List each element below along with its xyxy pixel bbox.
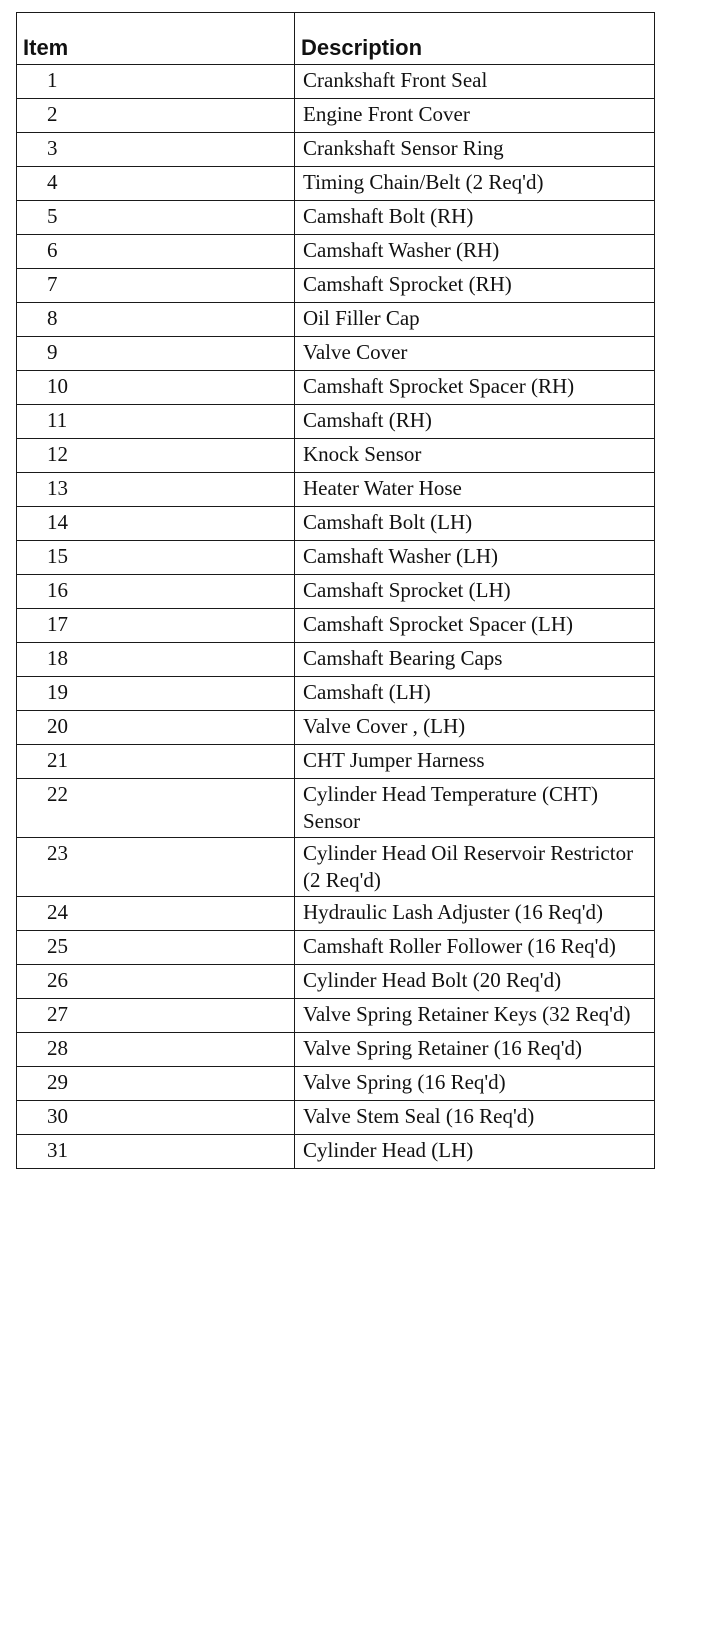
item-number: 30 [17,1101,295,1135]
item-description: Cylinder Head Oil Reservoir Restrictor (2 Req'd) [295,838,655,897]
item-description: Valve Spring Retainer (16 Req'd) [295,1033,655,1067]
table-row [17,167,655,201]
table-row [17,541,655,575]
table-row [17,473,655,507]
item-description: Valve Cover [295,337,655,371]
item-description: Cylinder Head (LH) [295,1135,655,1169]
table-row [17,1067,655,1101]
table-row [17,931,655,965]
item-number: 4 [17,167,295,201]
item-description: Camshaft Washer (RH) [295,235,655,269]
item-number: 16 [17,575,295,609]
table-row [17,1033,655,1067]
item-description: Timing Chain/Belt (2 Req'd) [295,167,655,201]
item-number: 7 [17,269,295,303]
table-row [17,99,655,133]
parts-table [16,12,655,1169]
table-row [17,405,655,439]
table-row [17,897,655,931]
table-row [17,235,655,269]
item-number: 2 [17,99,295,133]
item-description: Camshaft Washer (LH) [295,541,655,575]
item-number: 23 [17,838,295,897]
table-row [17,1101,655,1135]
item-number: 14 [17,507,295,541]
item-number: 24 [17,897,295,931]
item-description: Camshaft (LH) [295,677,655,711]
item-description: Valve Stem Seal (16 Req'd) [295,1101,655,1135]
item-number: 12 [17,439,295,473]
item-description: Engine Front Cover [295,99,655,133]
item-description: Heater Water Hose [295,473,655,507]
item-number: 15 [17,541,295,575]
table-row [17,439,655,473]
item-number: 26 [17,965,295,999]
item-number: 19 [17,677,295,711]
table-row [17,269,655,303]
header-item: Item [17,13,295,65]
table-row [17,303,655,337]
item-number: 31 [17,1135,295,1169]
table-row [17,133,655,167]
item-number: 18 [17,643,295,677]
item-number: 3 [17,133,295,167]
item-description: Camshaft Bolt (LH) [295,507,655,541]
item-number: 29 [17,1067,295,1101]
item-description: Valve Spring (16 Req'd) [295,1067,655,1101]
table-row [17,337,655,371]
item-description: Cylinder Head Bolt (20 Req'd) [295,965,655,999]
item-description: Hydraulic Lash Adjuster (16 Req'd) [295,897,655,931]
item-number: 27 [17,999,295,1033]
table-row [17,507,655,541]
item-description: CHT Jumper Harness [295,745,655,779]
item-description: Oil Filler Cap [295,303,655,337]
table-row [17,1135,655,1169]
item-number: 13 [17,473,295,507]
item-description: Knock Sensor [295,439,655,473]
item-description: Camshaft Sprocket Spacer (LH) [295,609,655,643]
table-row [17,745,655,779]
item-description: Camshaft Sprocket (RH) [295,269,655,303]
item-number: 1 [17,65,295,99]
table-row [17,201,655,235]
item-description: Cylinder Head Temperature (CHT) Sensor [295,779,655,838]
item-number: 17 [17,609,295,643]
table-body [17,65,655,1169]
item-number: 8 [17,303,295,337]
item-number: 10 [17,371,295,405]
item-description: Valve Spring Retainer Keys (32 Req'd) [295,999,655,1033]
item-number: 6 [17,235,295,269]
table-header-row [17,13,655,65]
table-row [17,677,655,711]
item-description: Valve Cover , (LH) [295,711,655,745]
item-number: 28 [17,1033,295,1067]
item-number: 20 [17,711,295,745]
item-number: 25 [17,931,295,965]
item-description: Camshaft Sprocket Spacer (RH) [295,371,655,405]
item-number: 22 [17,779,295,838]
table-row [17,779,655,838]
table-row [17,643,655,677]
item-description: Camshaft (RH) [295,405,655,439]
item-description: Camshaft Sprocket (LH) [295,575,655,609]
table-row [17,711,655,745]
item-description: Camshaft Bolt (RH) [295,201,655,235]
item-description: Camshaft Roller Follower (16 Req'd) [295,931,655,965]
item-number: 21 [17,745,295,779]
item-description: Camshaft Bearing Caps [295,643,655,677]
table-row [17,609,655,643]
table-row [17,575,655,609]
table-row [17,965,655,999]
item-number: 9 [17,337,295,371]
item-number: 11 [17,405,295,439]
header-description: Description [295,13,655,65]
item-number: 5 [17,201,295,235]
table-row [17,65,655,99]
item-description: Crankshaft Sensor Ring [295,133,655,167]
table-row [17,999,655,1033]
table-row [17,371,655,405]
table-row [17,838,655,897]
item-description: Crankshaft Front Seal [295,65,655,99]
